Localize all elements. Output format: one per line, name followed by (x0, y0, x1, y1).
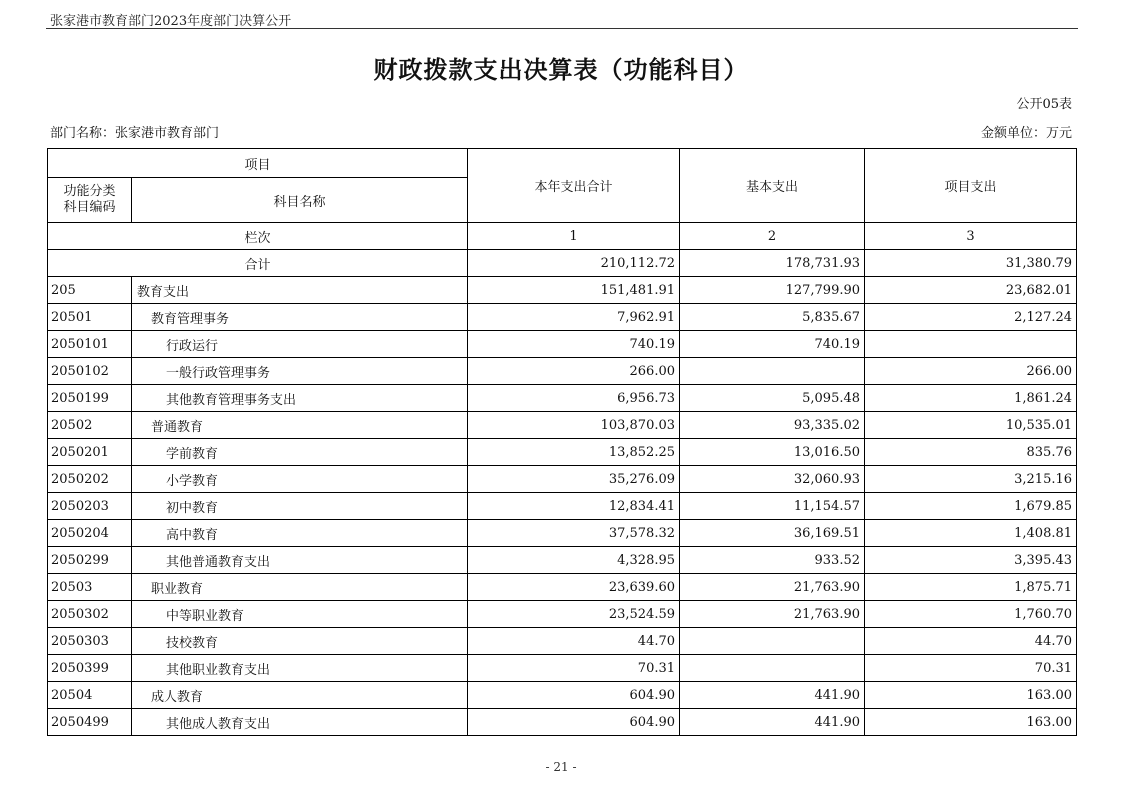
header-divider (46, 28, 1078, 29)
amount-project: 163.00 (865, 682, 1077, 709)
total-row (48, 250, 1077, 277)
amount-basic: 21,763.90 (680, 601, 865, 628)
subject-code: 20501 (48, 304, 132, 331)
table-row (48, 574, 1077, 601)
subject-code: 2050302 (48, 601, 132, 628)
subject-name: 其他普通教育支出 (132, 547, 468, 574)
total-amount: 210,112.72 (468, 250, 680, 277)
table-row (48, 655, 1077, 682)
subject-name: 初中教育 (132, 493, 468, 520)
amount-total: 7,962.91 (468, 304, 680, 331)
subject-code: 2050101 (48, 331, 132, 358)
table-row (48, 709, 1077, 736)
subject-code: 2050303 (48, 628, 132, 655)
amount-total: 604.90 (468, 682, 680, 709)
subject-name-header: 科目名称 (132, 178, 468, 223)
code-header (48, 178, 132, 223)
subject-name: 其他职业教育支出 (132, 655, 468, 682)
table-row (48, 601, 1077, 628)
amount-project (865, 331, 1077, 358)
amount-basic: 36,169.51 (680, 520, 865, 547)
amount-basic: 11,154.57 (680, 493, 865, 520)
subject-code: 2050201 (48, 439, 132, 466)
amount-project: 1,875.71 (865, 574, 1077, 601)
amount-basic: 441.90 (680, 709, 865, 736)
amount-basic: 93,335.02 (680, 412, 865, 439)
col-total-header: 本年支出合计 (468, 149, 680, 223)
amount-project: 10,535.01 (865, 412, 1077, 439)
table-row (48, 628, 1077, 655)
amount-total: 4,328.95 (468, 547, 680, 574)
amount-basic: 32,060.93 (680, 466, 865, 493)
amount-project: 835.76 (865, 439, 1077, 466)
amount-total: 740.19 (468, 331, 680, 358)
subject-name: 教育管理事务 (132, 304, 468, 331)
running-header: 张家港市教育部门2023年度部门决算公开 (50, 14, 292, 29)
subject-code: 2050204 (48, 520, 132, 547)
subject-name: 技校教育 (132, 628, 468, 655)
subject-name: 普通教育 (132, 412, 468, 439)
amount-total: 13,852.25 (468, 439, 680, 466)
amount-basic: 740.19 (680, 331, 865, 358)
subject-name: 其他成人教育支出 (132, 709, 468, 736)
amount-project: 266.00 (865, 358, 1077, 385)
subject-name: 中等职业教育 (132, 601, 468, 628)
amount-total: 37,578.32 (468, 520, 680, 547)
amount-project: 23,682.01 (865, 277, 1077, 304)
amount-total: 23,524.59 (468, 601, 680, 628)
subject-code: 2050102 (48, 358, 132, 385)
subject-code: 2050299 (48, 547, 132, 574)
amount-total: 44.70 (468, 628, 680, 655)
amount-total: 70.31 (468, 655, 680, 682)
amount-basic: 127,799.90 (680, 277, 865, 304)
amount-basic: 13,016.50 (680, 439, 865, 466)
subject-code: 2050399 (48, 655, 132, 682)
table-row (48, 520, 1077, 547)
subject-name: 一般行政管理事务 (132, 358, 468, 385)
subject-code: 20502 (48, 412, 132, 439)
subject-name: 成人教育 (132, 682, 468, 709)
amount-total: 6,956.73 (468, 385, 680, 412)
table-row (48, 493, 1077, 520)
document-title: 财政拨款支出决算表（功能科目） (373, 56, 749, 84)
header-row-1 (48, 149, 1077, 178)
table-row (48, 547, 1077, 574)
amount-total: 23,639.60 (468, 574, 680, 601)
amount-basic: 21,763.90 (680, 574, 865, 601)
total-project: 31,380.79 (865, 250, 1077, 277)
form-number: 公开05表 (1016, 97, 1072, 112)
amount-basic (680, 358, 865, 385)
column-index-row (48, 223, 1077, 250)
table-row (48, 682, 1077, 709)
subject-name: 其他教育管理事务支出 (132, 385, 468, 412)
subject-code: 2050203 (48, 493, 132, 520)
amount-basic (680, 655, 865, 682)
subject-name: 学前教育 (132, 439, 468, 466)
col-basic-header: 基本支出 (680, 149, 865, 223)
amount-project: 2,127.24 (865, 304, 1077, 331)
amount-total: 151,481.91 (468, 277, 680, 304)
subject-code: 20503 (48, 574, 132, 601)
amount-project: 1,861.24 (865, 385, 1077, 412)
column-index-2: 2 (680, 223, 865, 250)
subject-code: 2050499 (48, 709, 132, 736)
amount-basic: 441.90 (680, 682, 865, 709)
table-row (48, 385, 1077, 412)
table-row (48, 277, 1077, 304)
amount-basic (680, 628, 865, 655)
subject-code: 2050199 (48, 385, 132, 412)
column-index-1: 1 (468, 223, 680, 250)
subject-code: 20504 (48, 682, 132, 709)
amount-basic: 933.52 (680, 547, 865, 574)
department-name: 部门名称：张家港市教育部门 (50, 126, 220, 141)
total-basic: 178,731.93 (680, 250, 865, 277)
amount-unit: 金额单位：万元 (980, 126, 1072, 141)
amount-project: 44.70 (865, 628, 1077, 655)
column-index-label: 栏次 (48, 223, 468, 250)
amount-basic: 5,835.67 (680, 304, 865, 331)
amount-project: 3,395.43 (865, 547, 1077, 574)
amount-total: 35,276.09 (468, 466, 680, 493)
amount-project: 3,215.16 (865, 466, 1077, 493)
subject-name: 行政运行 (132, 331, 468, 358)
amount-total: 12,834.41 (468, 493, 680, 520)
table-row (48, 331, 1077, 358)
subject-name: 职业教育 (132, 574, 468, 601)
table-row (48, 439, 1077, 466)
amount-project: 70.31 (865, 655, 1077, 682)
column-index-3: 3 (865, 223, 1077, 250)
item-header: 项目 (48, 149, 468, 178)
table-row (48, 412, 1077, 439)
subject-name: 小学教育 (132, 466, 468, 493)
amount-total: 103,870.03 (468, 412, 680, 439)
total-label: 合计 (48, 250, 468, 277)
table-row (48, 304, 1077, 331)
amount-total: 266.00 (468, 358, 680, 385)
col-project-header: 项目支出 (865, 149, 1077, 223)
amount-basic: 5,095.48 (680, 385, 865, 412)
subject-code: 205 (48, 277, 132, 304)
code-header-line1: 功能分类 (63, 184, 116, 199)
amount-project: 1,760.70 (865, 601, 1077, 628)
expenditure-table (47, 148, 1077, 736)
amount-project: 163.00 (865, 709, 1077, 736)
amount-total: 604.90 (468, 709, 680, 736)
table-row (48, 466, 1077, 493)
subject-code: 2050202 (48, 466, 132, 493)
page-number: - 21 - (545, 760, 577, 774)
table-row (48, 358, 1077, 385)
code-header-line2: 科目编码 (63, 200, 116, 215)
subject-name: 教育支出 (132, 277, 468, 304)
subject-name: 高中教育 (132, 520, 468, 547)
amount-project: 1,408.81 (865, 520, 1077, 547)
amount-project: 1,679.85 (865, 493, 1077, 520)
